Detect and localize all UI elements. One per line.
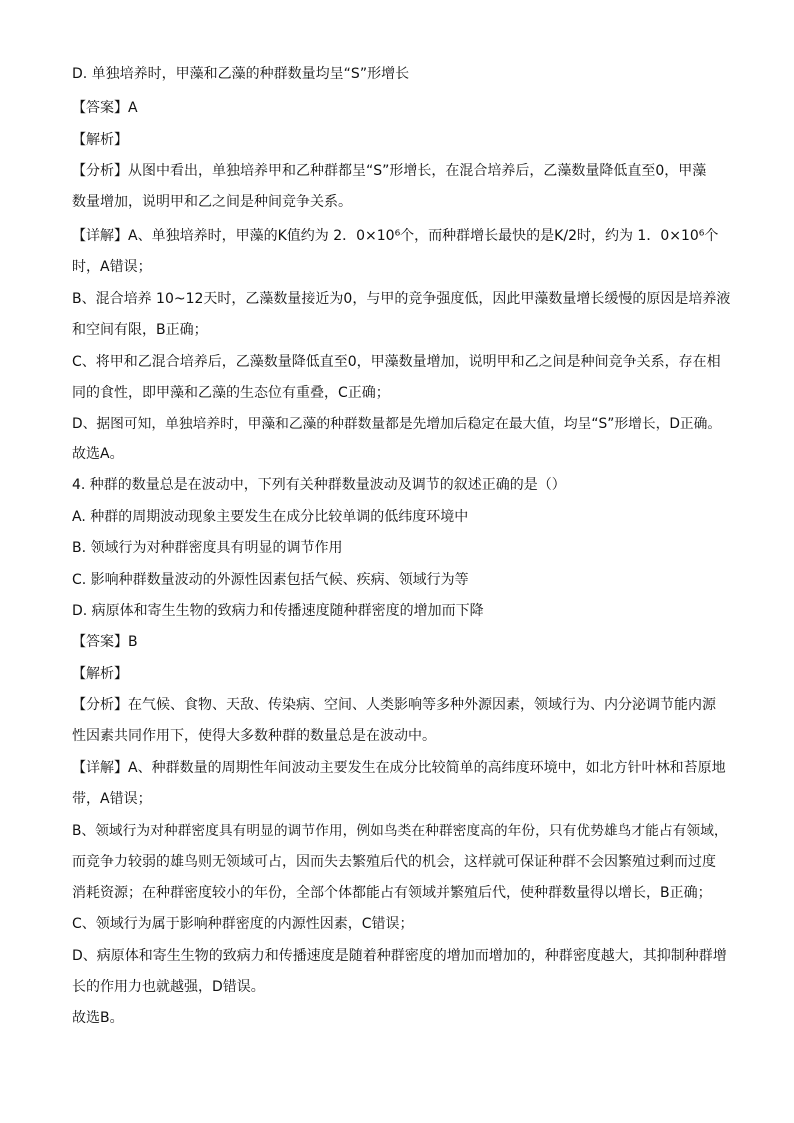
- answer-label-1: 【答案】A: [72, 100, 138, 116]
- question-4-option-d: D. 病原体和寄生生物的致病力和传播速度随种群密度的增加而下降: [72, 603, 484, 619]
- detail-text-2d: 而竞争力较弱的雄鸟则无领域可占，因而失去繁殖后代的机会，这样就可保证种群不会因繁殖过剩而过度: [72, 854, 716, 870]
- question-4: 4. 种群的数量总是在波动中，下列有关种群数量波动及调节的叙述正确的是（）: [72, 477, 566, 493]
- analysis-text-1a: 【分析】从图中看出，单独培养甲和乙种群都呈“S”形增长，在混合培养后，乙藻数量降低直至0，甲藻: [72, 163, 707, 179]
- conclusion-1: 故选A。: [72, 446, 124, 462]
- detail-text-2h: 长的作用力也就越强，D错误。: [72, 979, 265, 995]
- analysis-label-2: 【解析】: [72, 666, 128, 682]
- detail-text-2f: C、领域行为属于影响种群密度的内源性因素，C错误；: [72, 916, 414, 932]
- conclusion-2: 故选B。: [72, 1010, 124, 1026]
- detail-text-2b: 带，A错误；: [72, 791, 152, 807]
- option-d-line: D. 单独培养时，甲藻和乙藻的种群数量均呈“S”形增长: [72, 66, 410, 82]
- analysis-text-2b: 性因素共同作用下，使得大多数种群的数量总是在波动中。: [72, 728, 436, 744]
- detail-text-1e: C、将甲和乙混合培养后，乙藻数量降低直至0，甲藻数量增加，说明甲和乙之间是种间竞争关系，存在相: [72, 354, 721, 370]
- question-4-option-b: B. 领域行为对种群密度具有明显的调节作用: [72, 540, 343, 556]
- detail-text-1c: B、混合培养 10~12天时，乙藻数量接近为0，与甲的竞争强度低，因此甲藻数量增长缓慢的原因是培养液: [72, 291, 731, 307]
- question-4-option-c: C. 影响种群数量波动的外源性因素包括气候、疾病、领域行为等: [72, 572, 469, 588]
- detail-text-2a: 【详解】A、种群数量的周期性年间波动主要发生在成分比较简单的高纬度环境中，如北方针叶林和苔原地: [72, 760, 726, 776]
- detail-text-1d: 和空间有限，B正确；: [72, 322, 208, 338]
- detail-text-2g: D、病原体和寄生生物的致病力和传播速度是随着种群密度的增加而增加的，种群密度越大，其抑制种群增: [72, 948, 727, 964]
- detail-text-2e: 消耗资源；在种群密度较小的年份，全部个体都能占有领域并繁殖后代，使种群数量得以增长，B正确；: [72, 885, 712, 901]
- analysis-label-1: 【解析】: [72, 132, 128, 148]
- detail-text-1a: 【详解】A、单独培养时，甲藻的K值约为 2．0×10⁶个，而种群增长最快的是K/2时，约为 1．0×10⁶个: [72, 228, 719, 244]
- analysis-text-2a: 【分析】在气候、食物、天敌、传染病、空间、人类影响等多种外源因素，领域行为、内分泌调节能内源: [72, 697, 716, 713]
- detail-text-1g: D、据图可知，单独培养时，甲藻和乙藻的种群数量都是先增加后稳定在最大值，均呈“S”形增长，D正确。: [72, 416, 722, 432]
- detail-text-1f: 同的食性，即甲藻和乙藻的生态位有重叠，C正确；: [72, 385, 390, 401]
- question-4-option-a: A. 种群的周期波动现象主要发生在成分比较单调的低纬度环境中: [72, 509, 469, 525]
- detail-text-1b: 时，A错误；: [72, 259, 152, 275]
- detail-text-2c: B、领域行为对种群密度具有明显的调节作用，例如鸟类在种群密度高的年份，只有优势雄鸟才能占有领域，: [72, 823, 728, 839]
- answer-label-2: 【答案】B: [72, 634, 138, 650]
- analysis-text-1b: 数量增加，说明甲和乙之间是种间竞争关系。: [72, 194, 352, 210]
